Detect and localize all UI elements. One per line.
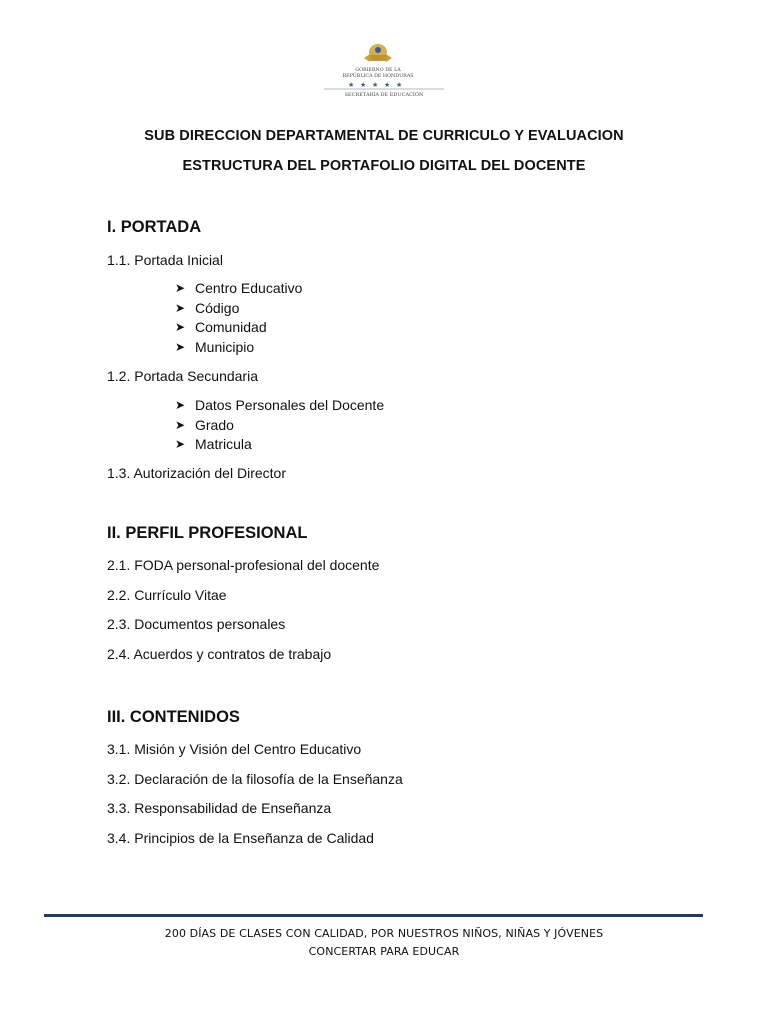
list-item: ➤ Grado: [175, 416, 384, 436]
item-perfil-1: 2.1. FODA personal-profesional del docente: [107, 557, 380, 573]
svg-text:★: ★: [396, 82, 403, 89]
item-portada-secundaria: 1.2. Portada Secundaria: [107, 368, 258, 384]
list-item: ➤ Centro Educativo: [175, 279, 302, 299]
footer-divider: [44, 914, 703, 917]
footer-motto: CONCERTAR PARA EDUCAR: [308, 945, 460, 958]
item-contenidos-3: 3.3. Responsabilidad de Enseñanza: [107, 800, 332, 816]
section-heading-contenidos: III. CONTENIDOS: [107, 708, 240, 726]
bullet-list-portada-secundaria: [175, 396, 384, 455]
bullet-list-portada-inicial: [175, 279, 302, 357]
logo-line-2: REPÚBLICA DE HONDURAS: [342, 74, 414, 79]
section-heading-portada: I. PORTADA: [107, 218, 202, 236]
government-logo: [320, 40, 448, 100]
svg-text:★: ★: [360, 82, 367, 89]
department-title: SUB DIRECCION DEPARTAMENTAL DE CURRICULO Y EVALUACION: [144, 128, 624, 144]
logo-line-3: SECRETARÍA DE EDUCACIÓN: [344, 92, 424, 98]
arrow-bullet-icon: ➤: [175, 339, 186, 354]
item-contenidos-1: 3.1. Misión y Visión del Centro Educativo: [107, 741, 362, 757]
item-portada-inicial: 1.1. Portada Inicial: [107, 252, 223, 268]
arrow-bullet-icon: ➤: [175, 398, 186, 412]
list-item: ➤ Comunidad: [175, 318, 302, 338]
item-autorizacion: 1.3. Autorización del Director: [107, 465, 286, 481]
list-item: ➤ Matricula: [175, 435, 384, 455]
item-contenidos-4: 3.4. Principios de la Enseñanza de Calidad: [107, 830, 374, 846]
coat-of-arms-icon: [320, 40, 448, 100]
arrow-bullet-icon: ➤: [175, 437, 186, 451]
arrow-bullet-icon: ➤: [175, 300, 186, 315]
list-item: ➤ Datos Personales del Docente: [175, 396, 384, 416]
arrow-bullet-icon: ➤: [175, 320, 186, 334]
list-item: ➤ Municipio: [175, 338, 302, 358]
footer-slogan: 200 DÍAS DE CLASES CON CALIDAD, POR NUESTROS NIÑOS, NIÑAS Y JÓVENES: [164, 927, 604, 940]
section-heading-perfil: II. PERFIL PROFESIONAL: [107, 524, 308, 542]
svg-text:★: ★: [372, 82, 379, 89]
arrow-bullet-icon: ➤: [175, 281, 186, 295]
item-perfil-4: 2.4. Acuerdos y contratos de trabajo: [107, 646, 332, 662]
arrow-bullet-icon: ➤: [175, 417, 186, 432]
item-perfil-2: 2.2. Currículo Vitae: [107, 587, 227, 603]
item-contenidos-2: 3.2. Declaración de la filosofía de la Enseñanza: [107, 771, 403, 787]
item-perfil-3: 2.3. Documentos personales: [107, 616, 286, 632]
list-item: ➤ Código: [175, 299, 302, 319]
svg-text:★: ★: [348, 82, 355, 89]
document-title: ESTRUCTURA DEL PORTAFOLIO DIGITAL DEL DOCENTE: [182, 158, 586, 174]
logo-line-1: GOBIERNO DE LA: [355, 68, 401, 73]
svg-text:★: ★: [384, 82, 391, 89]
